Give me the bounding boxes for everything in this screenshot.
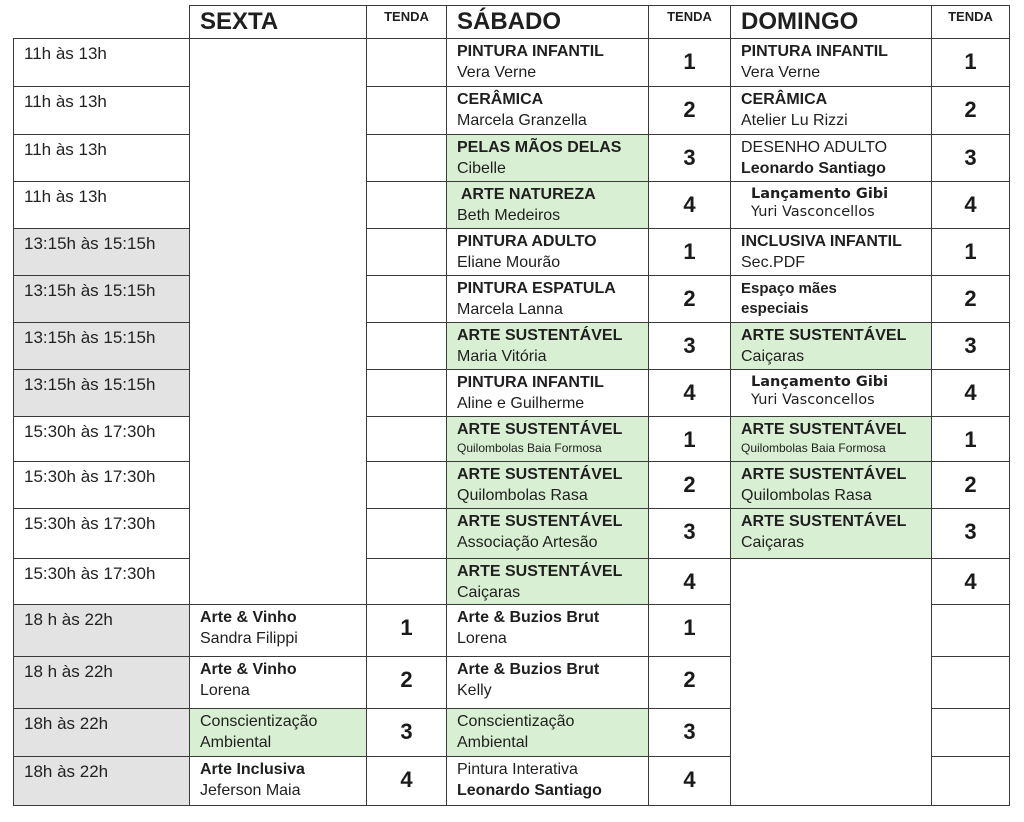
sexta-tenda-empty [367, 509, 447, 559]
domingo-tenda-empty [932, 657, 1010, 709]
sexta-tenda-empty [367, 417, 447, 462]
sexta-tenda-number: 1 [367, 605, 447, 657]
time-cell: 11h às 13h [14, 182, 190, 229]
sexta-tenda-empty [367, 323, 447, 370]
activity-title: ARTE SUSTENTÁVEL [457, 466, 623, 483]
activity-host: Associação Artesão [457, 533, 598, 551]
activity-host: Yuri Vasconcellos [751, 204, 875, 221]
domingo-activity [731, 135, 932, 182]
domingo-tenda-empty [932, 709, 1010, 757]
sabado-tenda-number: 4 [649, 182, 731, 229]
time-cell: 13:15h às 15:15h [14, 276, 190, 323]
activity-title: DESENHO ADULTO [741, 139, 888, 156]
activity-title: ARTE SUSTENTÁVEL [741, 513, 907, 530]
domingo-tenda-number: 4 [932, 182, 1010, 229]
time-cell: 13:15h às 15:15h [14, 229, 190, 276]
sabado-tenda-number: 1 [649, 39, 731, 87]
sabado-activity [447, 757, 649, 806]
sabado-activity [447, 709, 649, 757]
sabado-tenda-number: 2 [649, 87, 731, 135]
sabado-activity [447, 182, 649, 229]
sexta-tenda-empty [367, 182, 447, 229]
sabado-activity [447, 229, 649, 276]
activity-title: ARTE SUSTENTÁVEL [741, 421, 907, 438]
sabado-activity [447, 135, 649, 182]
activity-host: Marcela Lanna [457, 300, 563, 318]
table-row [14, 462, 1010, 509]
header-tenda-sexta: TENDA [367, 6, 447, 39]
sabado-activity [447, 370, 649, 417]
domingo-activity [731, 182, 932, 229]
sexta-tenda-number: 3 [367, 709, 447, 757]
activity-title: Espaço mães [741, 280, 837, 297]
activity-title: PINTURA INFANTIL [741, 43, 888, 60]
sabado-activity [447, 605, 649, 657]
sabado-tenda-number: 3 [649, 509, 731, 559]
table-row [14, 417, 1010, 462]
time-cell: 18 h às 22h [14, 605, 190, 657]
domingo-tenda-empty [932, 757, 1010, 806]
activity-host: especiais [741, 299, 809, 317]
sexta-activity [190, 657, 367, 709]
sabado-tenda-number: 3 [649, 323, 731, 370]
activity-title: Arte & Vinho [200, 609, 297, 626]
table-row [14, 323, 1010, 370]
time-cell: 11h às 13h [14, 39, 190, 87]
time-cell: 15:30h às 17:30h [14, 417, 190, 462]
activity-title: PINTURA INFANTIL [457, 43, 604, 60]
sabado-activity [447, 657, 649, 709]
activity-title: PELAS MÃOS DELAS [457, 139, 622, 156]
activity-host: Beth Medeiros [457, 206, 561, 224]
time-cell: 11h às 13h [14, 135, 190, 182]
schedule-table [13, 5, 1010, 806]
sabado-tenda-number: 2 [649, 657, 731, 709]
sexta-tenda-empty [367, 276, 447, 323]
time-cell: 15:30h às 17:30h [14, 509, 190, 559]
sabado-tenda-number: 1 [649, 229, 731, 276]
domingo-tenda-number: 4 [932, 370, 1010, 417]
activity-title: Pintura Interativa [457, 761, 578, 778]
activity-title: PINTURA INFANTIL [457, 374, 604, 391]
activity-host: Maria Vitória [457, 347, 547, 365]
activity-title: ARTE SUSTENTÁVEL [457, 513, 623, 530]
time-cell: 18h às 22h [14, 709, 190, 757]
sexta-empty-merged [190, 39, 367, 605]
time-cell: 15:30h às 17:30h [14, 559, 190, 605]
activity-title: ARTE SUSTENTÁVEL [741, 327, 907, 344]
sabado-tenda-number: 1 [649, 605, 731, 657]
activity-title: ARTE SUSTENTÁVEL [457, 421, 623, 438]
activity-title: ARTE SUSTENTÁVEL [457, 327, 623, 344]
domingo-tenda-number: 1 [932, 417, 1010, 462]
domingo-activity [731, 417, 932, 462]
domingo-empty-merged [731, 559, 932, 806]
sabado-tenda-number: 1 [649, 417, 731, 462]
header-domingo: DOMINGO [731, 6, 932, 39]
domingo-activity [731, 229, 932, 276]
domingo-tenda-empty [932, 605, 1010, 657]
header-sexta: SEXTA [190, 6, 367, 39]
activity-host: Leonardo Santiago [457, 781, 602, 799]
activity-title: Arte & Buzios Brut [457, 661, 600, 678]
activity-host: Aline e Guilherme [457, 394, 585, 412]
domingo-tenda-number: 1 [932, 229, 1010, 276]
sabado-tenda-number: 3 [649, 135, 731, 182]
sexta-tenda-empty [367, 370, 447, 417]
activity-title: CERÂMICA [741, 91, 828, 108]
sexta-tenda-empty [367, 229, 447, 276]
table-row [14, 39, 1010, 87]
activity-title: Lançamento Gibi [751, 374, 889, 390]
domingo-tenda-number: 2 [932, 276, 1010, 323]
activity-title: ARTE SUSTENTÁVEL [457, 563, 623, 580]
domingo-activity [731, 87, 932, 135]
table-row [14, 229, 1010, 276]
header-row [14, 6, 1010, 39]
sabado-tenda-number: 2 [649, 276, 731, 323]
domingo-tenda-number: 1 [932, 39, 1010, 87]
time-cell: 18 h às 22h [14, 657, 190, 709]
activity-title: INCLUSIVA INFANTIL [741, 233, 902, 250]
sexta-activity [190, 709, 367, 757]
header-corner [14, 6, 190, 39]
activity-host: Leonardo Santiago [741, 159, 886, 177]
domingo-tenda-number: 2 [932, 462, 1010, 509]
domingo-activity [731, 39, 932, 87]
table-row [14, 370, 1010, 417]
domingo-tenda-number: 3 [932, 323, 1010, 370]
activity-title: PINTURA ESPATULA [457, 280, 616, 297]
activity-host: Quilombolas Baia Formosa [741, 440, 886, 455]
activity-host: Lorena [200, 681, 250, 699]
sexta-tenda-empty [367, 559, 447, 605]
activity-host: Atelier Lu Rizzi [741, 111, 848, 129]
domingo-activity [731, 323, 932, 370]
sabado-activity [447, 39, 649, 87]
sexta-tenda-empty [367, 135, 447, 182]
activity-host: Eliane Mourão [457, 253, 561, 271]
activity-host: Caiçaras [741, 347, 805, 365]
sabado-activity [447, 87, 649, 135]
table-row [14, 509, 1010, 559]
table-row [14, 87, 1010, 135]
activity-host: Cibelle [457, 159, 506, 177]
activity-host: Quilombolas Rasa [457, 486, 588, 504]
time-cell: 18h às 22h [14, 757, 190, 806]
domingo-tenda-number: 2 [932, 87, 1010, 135]
table-row [14, 559, 1010, 605]
sexta-tenda-empty [367, 462, 447, 509]
activity-host: Vera Verne [457, 63, 537, 81]
activity-title: PINTURA ADULTO [457, 233, 597, 250]
sexta-activity [190, 605, 367, 657]
activity-title: Conscientização [200, 713, 318, 730]
time-cell: 13:15h às 15:15h [14, 370, 190, 417]
domingo-activity [731, 276, 932, 323]
activity-title: Conscientização [457, 713, 575, 730]
header-tenda-sabado: TENDA [649, 6, 731, 39]
sabado-activity [447, 276, 649, 323]
activity-host: Vera Verne [741, 63, 821, 81]
activity-host: Marcela Granzella [457, 111, 587, 129]
activity-title: Arte & Buzios Brut [457, 609, 600, 626]
activity-host: Lorena [457, 629, 507, 647]
sabado-tenda-number: 4 [649, 370, 731, 417]
sexta-tenda-empty [367, 39, 447, 87]
sabado-tenda-number: 4 [649, 757, 731, 806]
activity-host: Sec.PDF [741, 253, 806, 271]
domingo-activity [731, 509, 932, 559]
header-tenda-domingo: TENDA [932, 6, 1010, 39]
activity-title: ARTE SUSTENTÁVEL [741, 466, 907, 483]
sexta-tenda-number: 2 [367, 657, 447, 709]
sabado-tenda-number: 2 [649, 462, 731, 509]
sabado-activity [447, 559, 649, 605]
activity-host: Caiçaras [741, 533, 805, 551]
activity-title: ARTE NATUREZA [457, 186, 596, 203]
activity-host: Sandra Filippi [200, 629, 298, 647]
time-cell: 11h às 13h [14, 87, 190, 135]
sabado-tenda-number: 4 [649, 559, 731, 605]
activity-title: Arte Inclusiva [200, 761, 305, 778]
activity-host: Quilombolas Baia Formosa [457, 440, 602, 455]
domingo-tenda-number: 3 [932, 135, 1010, 182]
activity-host: Ambiental [457, 733, 529, 751]
sabado-activity [447, 323, 649, 370]
activity-title: Lançamento Gibi [751, 186, 889, 202]
sabado-activity [447, 462, 649, 509]
sabado-tenda-number: 3 [649, 709, 731, 757]
table-row [14, 182, 1010, 229]
activity-host: Quilombolas Rasa [741, 486, 872, 504]
sexta-tenda-number: 4 [367, 757, 447, 806]
time-cell: 15:30h às 17:30h [14, 462, 190, 509]
activity-host: Caiçaras [457, 583, 521, 601]
activity-host: Yuri Vasconcellos [751, 392, 875, 409]
activity-title: Arte & Vinho [200, 661, 297, 678]
domingo-tenda-number: 4 [932, 559, 1010, 605]
sabado-activity [447, 417, 649, 462]
table-row [14, 276, 1010, 323]
activity-title: CERÂMICA [457, 91, 544, 108]
activity-host: Jeferson Maia [200, 781, 301, 799]
domingo-activity [731, 462, 932, 509]
sexta-tenda-empty [367, 87, 447, 135]
domingo-tenda-number: 3 [932, 509, 1010, 559]
domingo-activity [731, 370, 932, 417]
table-row [14, 135, 1010, 182]
sexta-activity [190, 757, 367, 806]
time-cell: 13:15h às 15:15h [14, 323, 190, 370]
activity-host: Kelly [457, 681, 492, 699]
activity-host: Ambiental [200, 733, 272, 751]
sabado-activity [447, 509, 649, 559]
header-sabado: SÁBADO [447, 6, 649, 39]
